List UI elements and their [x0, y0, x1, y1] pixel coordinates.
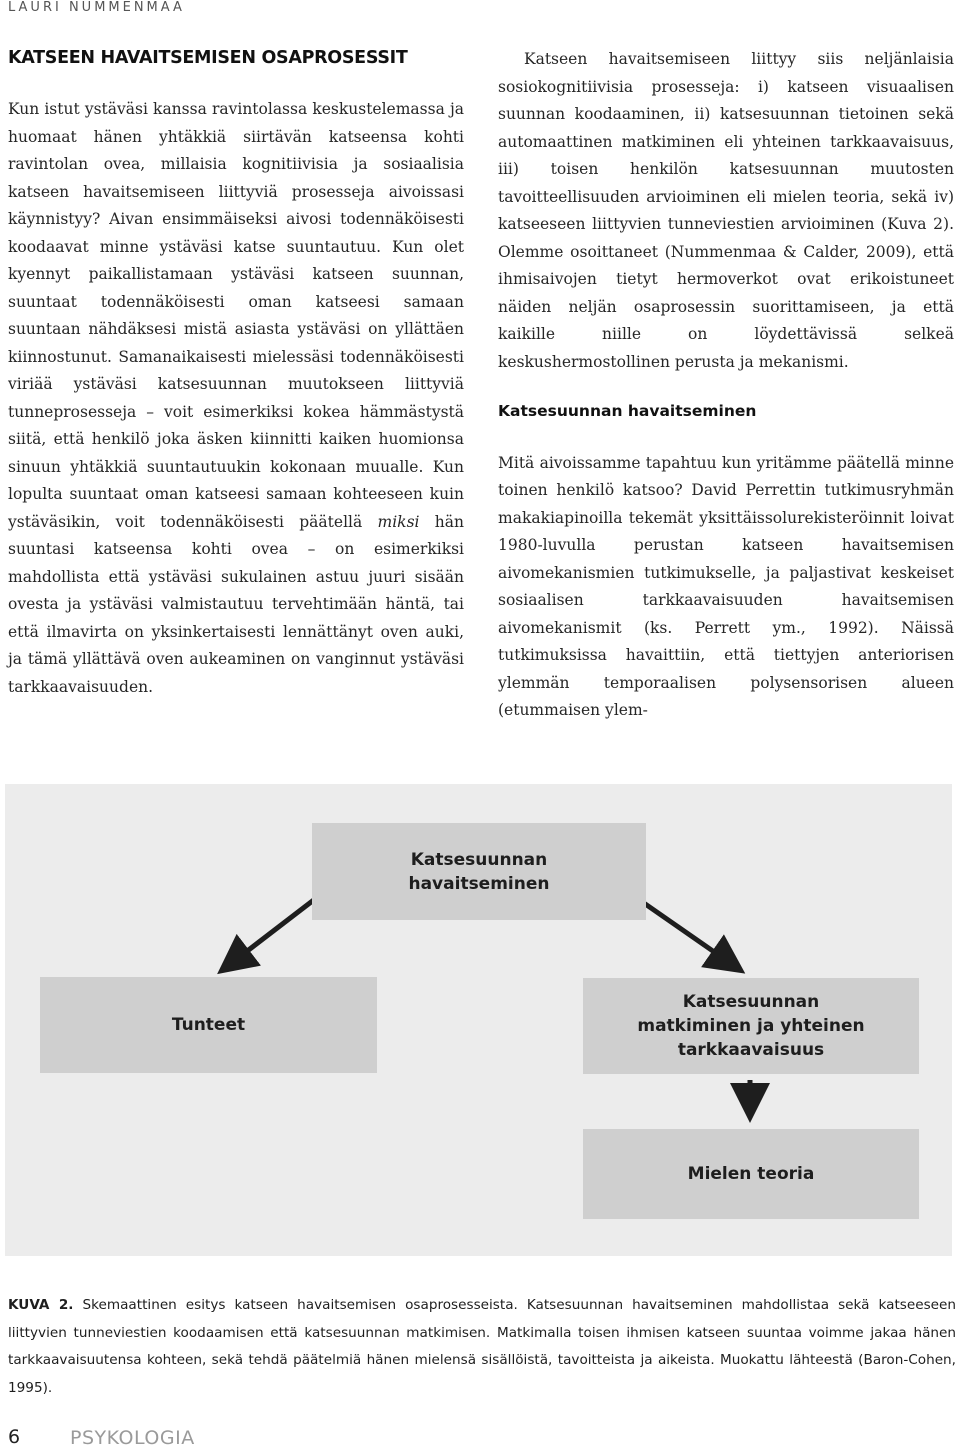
box-katsesuunnan-havaitseminen: Katsesuunnan havaitseminen: [312, 823, 646, 920]
left-column: [8, 96, 464, 701]
left-paragraph-part-2: hän suuntasi katseensa kohti ovea – on esimerkiksi mahdollista että ystäväsi sukulainen astuu juuri sisään ovesta ja ystäväsi valmistautuu tervehtimään häntä, tai että ilmavirta on yksinkertaisesti lennättänyt oven auki, ja tämä yllättävä oven aukeaminen on vanginnut ystäväsi tarkkaavaisuuden.: [8, 512, 464, 696]
left-paragraph: [8, 96, 464, 701]
subheading: Katsesuunnan havaitseminen: [498, 402, 757, 420]
left-paragraph-part-1: Kun istut ystäväsi kanssa ravintolassa keskustelemassa ja huomaat hänen yhtäkkiä siirtävän katseensa kohti ravintolan ovea, millaisia kognitiivisia ja sosiaalisia katseen havaitsemiseen liittyviä prosesseja aivoissasi käynnistyy? Aivan ensimmäiseksi aivosi todennäköisesti koodaavat minne ystäväsi katse suuntautuu. Kun olet kyennyt paikallistamaan ystäväsi katseen suunnan, suuntaat todennäköisesti oman katseesi samaan suuntaan nähdäksesi mistä asiasta ystäväsi on yllättäen kiinnostunut. Samanaikaisesti mielessäsi todennäköisesti viriää ystäväsi katsesuunnan muutokseen liittyviä tunneprosesseja – voit esimerkiksi kokea hämmästystä siitä, että henkilö joka äsken kiinnitti kaiken huomionsa sinuun yhtäkkiä suuntautuukin kokonaan muualle. Kun lopulta suuntaat oman katseesi samaan kohteeseen kuin ystäväsikin, voit todennäköisesti päätellä: [8, 100, 464, 531]
running-head: LAURI NUMMENMAA: [8, 0, 185, 15]
right-paragraph-2: Mitä aivoissamme tapahtuu kun yritämme päätellä minne toinen henkilö katsoo? David Perrettin tutkimusryhmän makakiapinoilla tekemät yksittäissolurekisteröinnit loivat 1980-luvulla perustan katseen havaitsemisen aivomekanismien tutkimukselle, ja paljastivat keskeiset sosiaalisen tarkkaavaisuuden havaitsemisen aivomekanismit (ks. Perrett ym., 1992). Näissä tutkimuksissa havaittiin, että tiettyjen anteriorisen ylemmän temporaalisen polysensorisen alueen (etummaisen ylem-: [498, 453, 954, 719]
figure-diagram: [5, 784, 952, 1256]
caption-text: Skemaattinen esitys katseen havaitsemisen osaprosesseista. Katsesuunnan havaitseminen mahdollistaa sekä katseeseen liittyvien tunneviestien koodaamisen että katsesuunnan matkimisen. Matkimalla toisen ihmisen katseen suuntaa voimme jakaa hänen tarkkaavaisuutensa kohteen, sekä tehdä päätelmiä hänen mielensä sisällöistä, tavoitteista ja aikeista. Muokattu lähteestä (Baron-Cohen, 1995).: [8, 1297, 957, 1396]
journal-name: PSYKOLOGIA: [70, 1427, 195, 1449]
box-katsesuunnan-matkiminen: Katsesuunnan matkiminen ja yhteinen tarkkaavaisuus: [583, 978, 919, 1074]
box-tunteet: Tunteet: [40, 977, 377, 1073]
section-title: KATSEEN HAVAITSEMISEN OSAPROSESSIT: [8, 48, 408, 68]
caption-label: KUVA 2.: [8, 1297, 74, 1313]
right-paragraph-1: Katseen havaitsemiseen liittyy siis neljänlaisia sosiokognitiivisia prosesseja: i) katseen visuaalisen suunnan koodaaminen, ii) katsesuunnan tietoinen sekä automaattinen matkiminen eli yhteinen tarkkaavaisuus, iii) toisen henkilön katsesuunnan muutosten tavoitteellisuuden arvioiminen eli mielen teoria, sekä iv) katseeseen liittyvien tunneviestien arvioiminen (Kuva 2). Olemme osoittaneet (Nummenmaa & Calder, 2009), että ihmisaivojen tietyt hermoverkot ovat erikoistuneet näiden neljän osaprosessin suorittamiseen, ja että kaikille niille on löydettävissä selkeä keskushermostollinen perusta ja mekanismi.: [498, 50, 954, 371]
box-mielen-teoria: Mielen teoria: [583, 1129, 919, 1219]
figure-caption: [8, 1292, 956, 1402]
right-column: [498, 46, 954, 725]
emphasis-miksi: miksi: [377, 512, 420, 531]
page-number: 6: [8, 1426, 21, 1448]
